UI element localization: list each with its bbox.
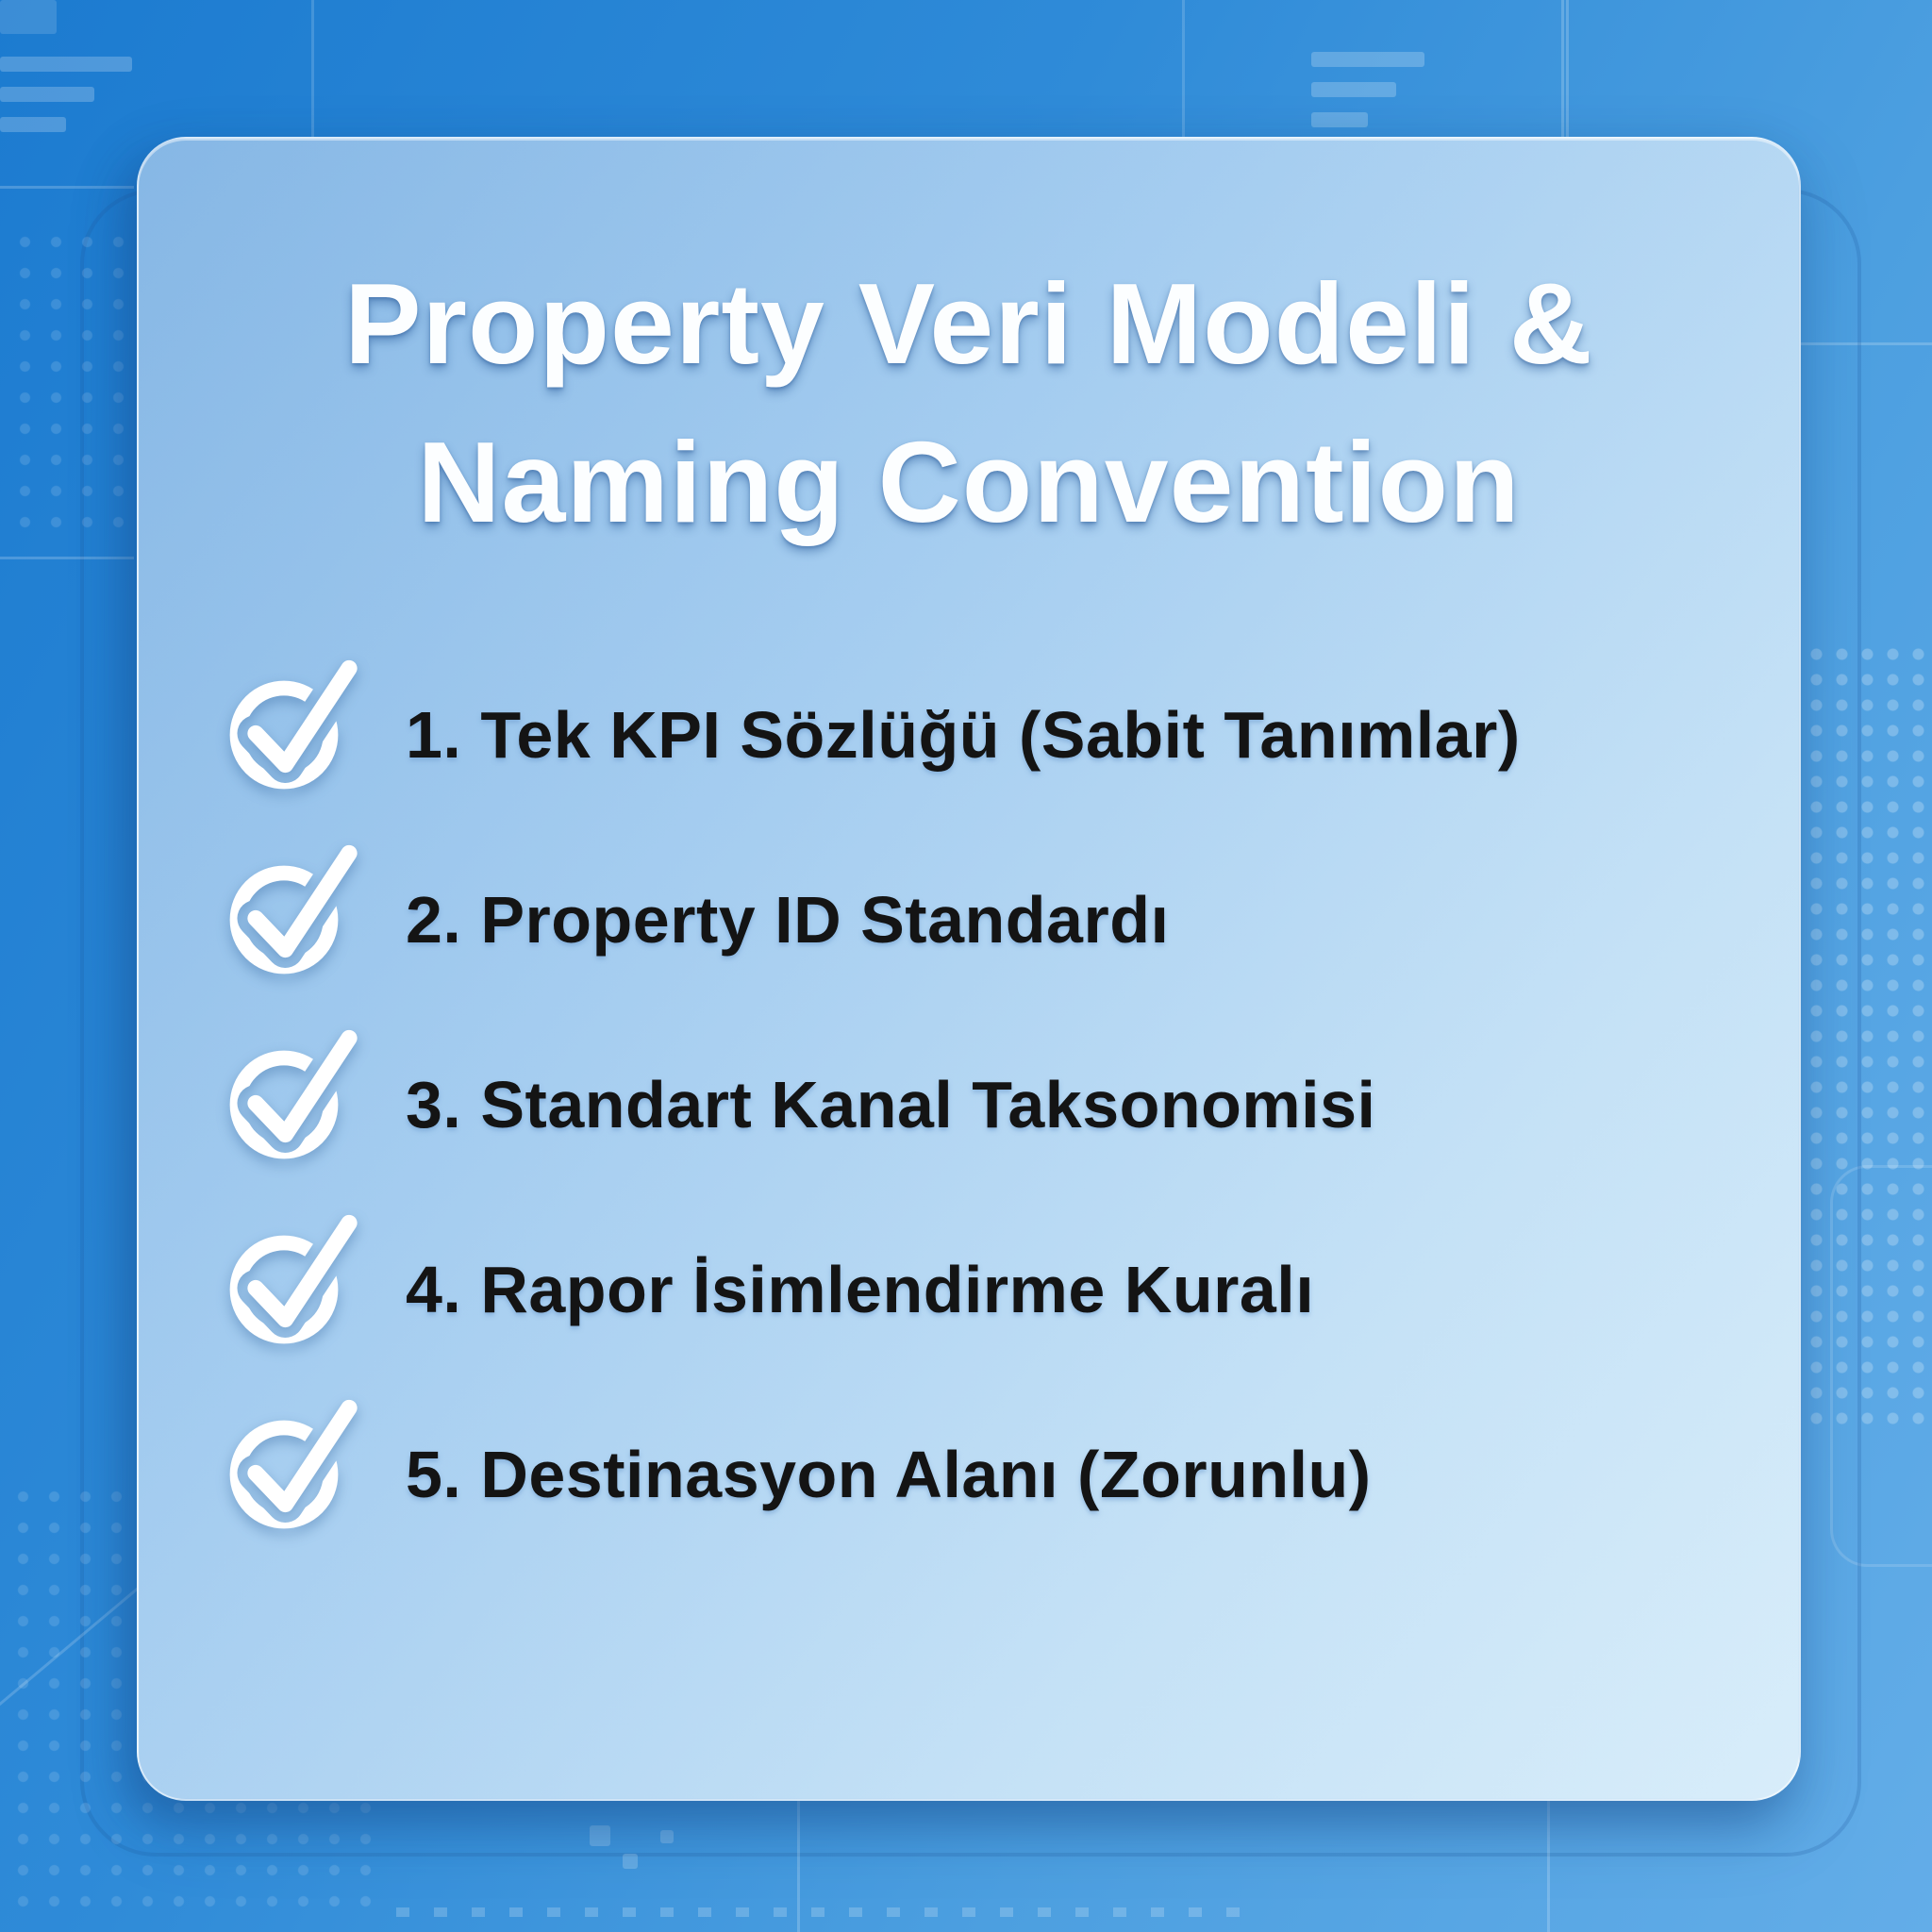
list-item (222, 1034, 1742, 1175)
list-item-label: 2. Property ID Standardı (406, 883, 1170, 957)
signal-bars (1311, 52, 1424, 67)
title-line-1: Property Veri Modeli & (344, 259, 1593, 388)
list-item-label: 4. Rapor İsimlendirme Kuralı (406, 1253, 1315, 1326)
list-item (222, 849, 1742, 991)
page-title (139, 244, 1799, 561)
circuit-line (1561, 0, 1564, 137)
pixel-square (623, 1854, 638, 1869)
list-item-label: 1. Tek KPI Sözlüğü (Sabit Tanımlar) (406, 698, 1521, 772)
signal-bars (1311, 82, 1396, 97)
dot-grid (1804, 641, 1932, 1434)
circuit-line (1547, 1797, 1550, 1932)
tick-row (396, 1907, 1245, 1917)
list-item-label: 3. Standart Kanal Taksonomisi (406, 1068, 1376, 1141)
check-circle-icon (222, 1392, 363, 1534)
check-circle-icon (222, 653, 363, 794)
checklist (222, 664, 1742, 1589)
check-circle-icon (222, 838, 363, 979)
circuit-line (0, 186, 134, 189)
list-item (222, 1219, 1742, 1360)
pixel-square (590, 1825, 610, 1846)
check-circle-icon (222, 1208, 363, 1349)
signal-bars (0, 57, 132, 72)
signal-bars (0, 117, 66, 132)
list-item-label: 5. Destinasyon Alanı (Zorunlu) (406, 1438, 1372, 1511)
pixel-square (660, 1830, 674, 1843)
signal-bars (1311, 112, 1368, 127)
list-item (222, 1404, 1742, 1545)
glass-card (137, 137, 1801, 1801)
pixel-square (0, 0, 57, 34)
title-line-2: Naming Convention (417, 418, 1521, 546)
check-circle-icon (222, 1023, 363, 1164)
circuit-line (0, 557, 134, 559)
signal-bars (0, 87, 94, 102)
list-item (222, 664, 1742, 806)
